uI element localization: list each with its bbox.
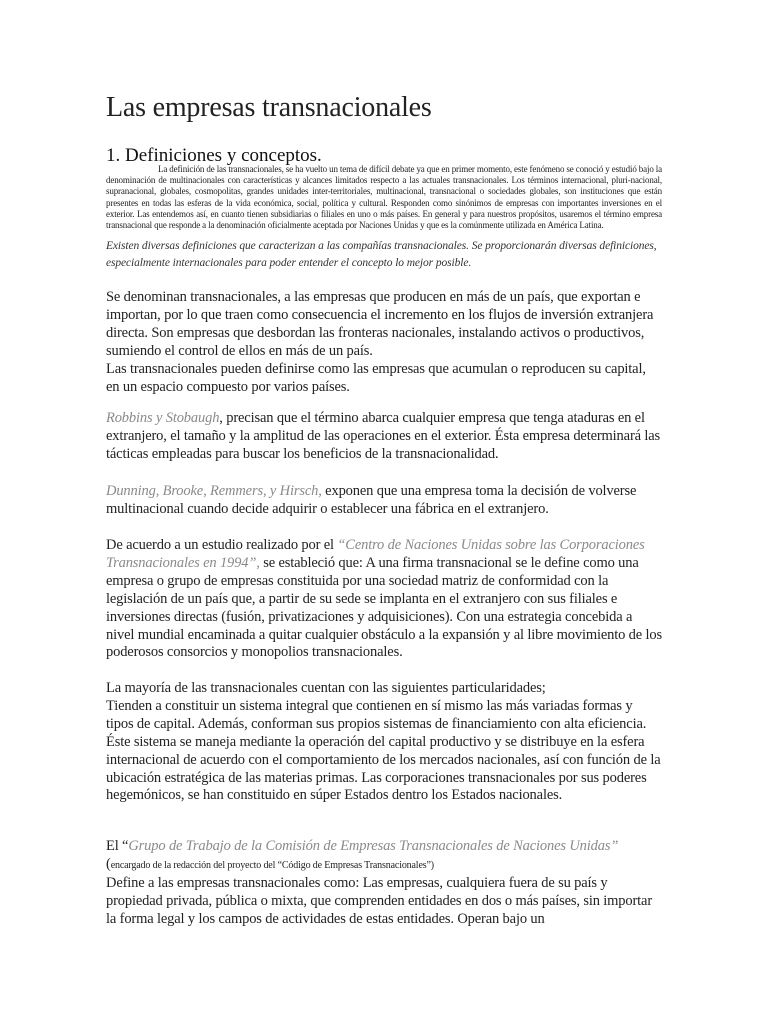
paragraph-text: De acuerdo a un estudio realizado por el (106, 537, 338, 553)
intro-small-text: La definición de las transnacionales, se ha vuelto un tema de difícil debate ya que en primer momento, este fenómeno se conoció y estudió bajo la denominación de multinacionales con características y alcances limitados respecto a las actuales transnacionales. Los términos internacional, pluri-nacional, supranacional, globales, cosmopolitas, grandes unidades inter-territoriales, multinacional, transnacional o sociedades globales, son instituciones que están presentes en todas las esferas de la vida económica, social, política y cultural. Responden como sinónimos de empresas con importantes inversiones en el exterior. Las entendemos así, en cuanto tienen subsidiarias o filiales en uno o más países. En general y para nuestros propósitos, usaremos el término empresa transnacional que responde a la denominación oficialmente aceptada por Naciones Unidas y que es la comúnmente utilizada en América Latina. (106, 164, 662, 231)
paragraph-particularities (106, 680, 662, 805)
parenthetical-note: encargado de la redacción del proyecto del “Código de Empresas Transnacionales”) (110, 859, 434, 871)
intro-small-paragraph (106, 164, 662, 231)
paren-open: ( (106, 855, 111, 872)
paragraph-robbins (106, 410, 662, 464)
paragraph-definition (106, 289, 662, 396)
paragraph-text: exponen que una empresa toma la decisión de volverse multinacional cuando decide adquirir o establecer una fábrica en el extranjero. (106, 483, 637, 517)
paragraph-text: El “ (106, 838, 129, 854)
section-heading: 1. Definiciones y conceptos. (106, 145, 322, 166)
paragraph-text: Tienden a constituir un sistema integral que contienen en sí mismo las más variadas formas y tipos de capital. Además, conforman sus propios sistemas de financiamiento con alta eficiencia. Éste sistema se maneja mediante la operación del capital productivo y se distribuye en la esfera internacional de acuerdo con el comportamiento de los mercados nacionales, así con función de la ubicación estratégica de las materias primas. Las corporaciones transnacionales por sus poderes hegemónicos, se han constituido en súper Estados dentro los Estados nacionales. (106, 697, 661, 804)
paragraph-text: La mayoría de las transnacionales cuentan con las siguientes particularidades; (106, 680, 546, 696)
citation-link[interactable]: Grupo de Trabajo de la Comisión de Empresas Transnacionales de Naciones Unidas” (128, 838, 619, 854)
intro-italic-paragraph: Existen diversas definiciones que caracterizan a las compañías transnacionales. Se proporcionarán diversas definiciones, especialmente internacionales para poder entender el concepto lo mejor posible. (106, 240, 657, 269)
paragraph-text: se estableció que: A una firma transnacional se le define como una empresa o grupo de empresas constituida por una sociedad matriz de conformidad con la legislación de un país que, a partir de su sede se implanta en el extranjero con sus filiales e inversiones directas (fusión, privatizaciones y adquisiciones). Con una estrategia concebida a nivel mundial encaminada a quitar cualquier obstáculo a la expansión y al libre movimiento de los poderosos consorcios y monopolios transnacionales. (106, 554, 663, 661)
paragraph-text: , precisan que el término abarca cualquier empresa que tenga ataduras en el extranjero, el tamaño y la amplitud de las operaciones en el exterior. Ésta empresa determinará las tácticas empleadas para buscar los beneficios de la transnacionalidad. (106, 410, 661, 462)
paragraph-dunning (106, 483, 662, 519)
paragraph-text: Define a las empresas transnacionales como: Las empresas, cualquiera fuera de su país y propiedad privada, pública o mixta, que comprenden entidades en dos o más países, sin importar la forma legal y los campos de actividades de estas entidades. Operan bajo un (106, 874, 653, 927)
page-title: Las empresas transnacionales (106, 92, 432, 123)
paragraph-un-study (106, 537, 662, 662)
citation-link[interactable]: Dunning, Brooke, Remmers, y Hirsch, (106, 483, 322, 499)
citation-link[interactable]: Robbins y Stobaugh (106, 410, 220, 426)
paragraph-text: Las transnacionales pueden definirse como las empresas que acumulan o reproducen su capital, en un espacio compuesto por varios países. (106, 360, 646, 395)
citation-link[interactable]: “Centro de Naciones Unidas sobre las Corporaciones Transnacionales en 1994”, (106, 537, 645, 571)
paragraph-working-group (106, 838, 662, 929)
paragraph-text: Se denominan transnacionales, a las empresas que producen en más de un país, que exportan e importan, por lo que traen como consecuencia el incremento en los flujos de inversión extranjera directa. Son empresas que desbordan las fronteras nacionales, instalando activos o productivos, sumiendo el control de ellos en más de un país. (106, 289, 654, 359)
